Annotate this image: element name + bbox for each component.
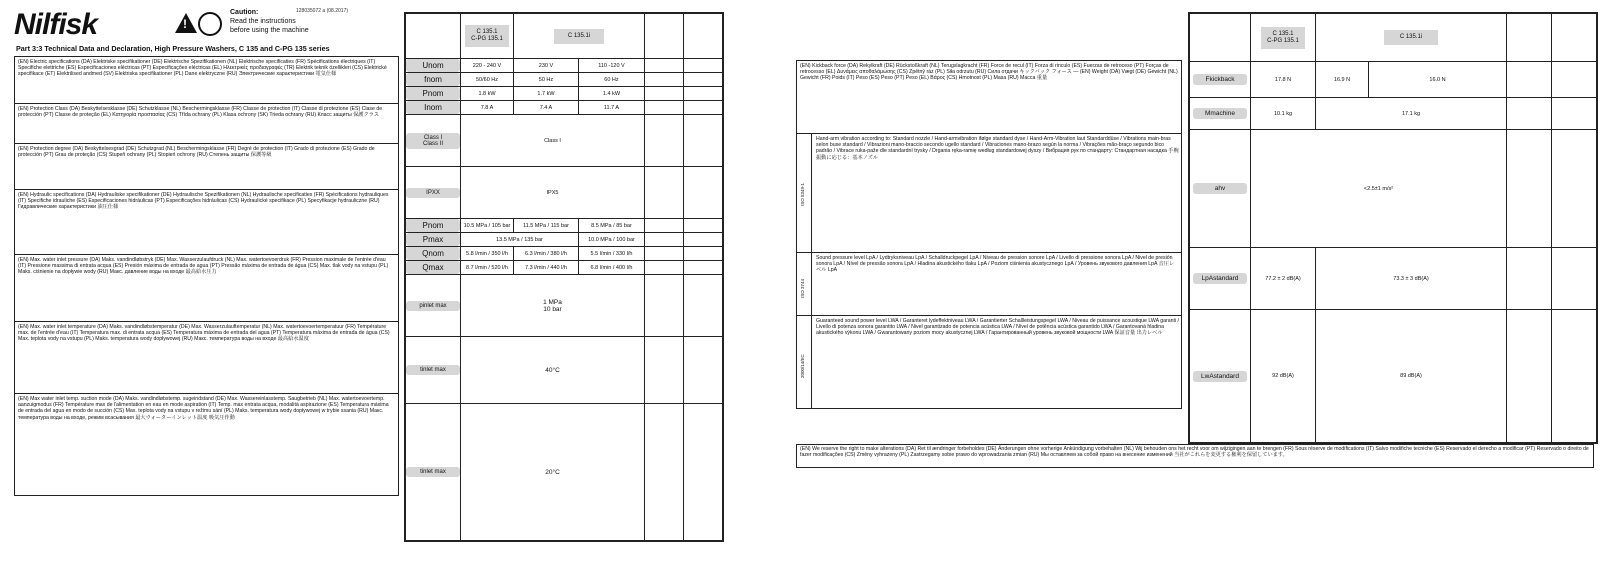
footer-reservation-note: (EN) We reserve the right to make alterations (DA) Ret til ændringer forbeholdes (DE) Änderungen ohne vorherige Ankündigung vorbehalten (NL) Wij behouden ons het recht voor om wijzigingen aan te brengen (FR) Sous réserve de modifications (IT) Salvo modifiche tecniche (ES) Reservado el derecho a modificar (PT) Reservado o direito de fazer modificações (CS) Změny vyhrazeny (PL) Zastrzegamy sobie prawo do wprowadzania zmian (RU) Мы оставляем за собой право на внесение изменений 当社がこれらを変更する権利を保留しています。 <box>796 444 1594 468</box>
grid1-header-2 <box>514 14 645 59</box>
grid1-corner <box>406 14 461 59</box>
cell: 89 dB(A) <box>1316 310 1507 443</box>
symbol-lwa-standard: LwAstandard <box>1193 371 1247 382</box>
symbol-ipxx: IPXX <box>406 188 460 198</box>
grid2-empty-col-a <box>1507 14 1552 62</box>
symbol-f-nom: fnom <box>406 73 460 86</box>
vibration-standard-label: ISO 5349-1 <box>800 182 805 206</box>
section-inlet-temp-suction: (EN) Max water inlet temp. suction mode (DA) Maks. vandindløbstemp. sugeindstand (DE) Max. Wassereinlasstemp. Saugbetrieb (NL) Max. watertoevoertemp. aanzuigmodus (FR) Température max de l'alimentation en eau en mode aspiration (IT) Temp. max entrata acqua, modalità aspirazione (ES) Temperatura máxima de entrada del agua en modo de succión (CS) Max. teplota vody na vstupu v režimu sání (PL) Maks. temperatura wody dopływowej w trybie ssania (RU) Макс. температура воды на входе, режим всасывания 最大ウォーターインレット温度 吸気圧作動 <box>18 396 389 421</box>
cell: 13.5 MPa / 135 bar <box>461 233 579 247</box>
caution-title: Caution: <box>230 9 259 16</box>
cell: 92 dB(A) <box>1251 310 1316 443</box>
grid1-header-1 <box>461 14 514 59</box>
cell: 17.1 kg <box>1316 98 1507 130</box>
symbol-p-max: Pmax <box>406 233 460 246</box>
grid2-header-2 <box>1316 14 1507 62</box>
sound-text: Sound pressure level LpA / Lydtryksniveau LpA / Schalldruckpegel LpA / Niveau de pression sonore LpA / Livello di pressione sonora LpA / Nivel de presión sonora LpA / Nível de pressão sonora LpA / Hladina akustického tlaku LpA / Poziom ciśnienia akustycznego LpA / Уровень звукового давления LpA 音圧レベル LpA <box>816 255 1175 274</box>
symbol-u-nom: Unom <box>406 59 460 72</box>
grid2-header-1 <box>1251 14 1316 62</box>
cell: 6.8 l/min / 400 l/h <box>578 261 644 275</box>
cell: 73.3 ± 3 dB(A) <box>1316 248 1507 310</box>
cell: 5.5 l/min / 330 l/h <box>578 247 644 261</box>
cell: 20°C <box>461 404 645 541</box>
brand-logo: Nilfisk <box>14 8 98 41</box>
symbol-p-nom: Pnom <box>406 87 460 100</box>
cell: 7.3 l/min / 440 l/h <box>514 261 579 275</box>
cell: 10.5 MPa / 105 bar <box>461 219 514 233</box>
symbol-f-kickback: Fkickback <box>1193 74 1247 85</box>
cell: 1 MPa 10 bar <box>461 275 645 337</box>
cell: 16.0 N <box>1369 62 1507 98</box>
symbol-t-inlet-max: tinlet max <box>406 365 460 375</box>
section-sound-pressure <box>796 253 1182 316</box>
cell: 7.8 A <box>461 101 514 115</box>
symbol-a-hv: ahv <box>1193 183 1247 194</box>
section-inlet-pressure: (EN) Max. water inlet pressure (DA) Maks. vandindløbstryk (DE) Max. Wasserzulaufdruck (NL) Max. watertoevoerdruk (FR) Pression maximale de l'entrée d'eau (IT) Pressione massima di entrata acqua (ES) Presión máxima de entrada de agua (PT) Pressão máxima de entrada de água (CS) Max. tlak vody na vstupu (PL) Maks. ciśnienie na dopływie wody (RU) Макс. давление воды на входе 最高給水圧力 <box>15 255 398 322</box>
cell: 17.8 N <box>1251 62 1316 98</box>
spec-grid-kickback-noise <box>1188 12 1598 444</box>
grid1-header-1-label: C 135.1 C-PG 135.1 <box>465 25 509 47</box>
cell: 220 - 240 V <box>461 59 514 73</box>
cell: 11.5 MPa / 115 bar <box>514 219 579 233</box>
grid1-empty-col-b <box>684 14 723 59</box>
symbol-lpa-standard: LpAstandard <box>1193 273 1247 284</box>
section-electric: (EN) Electric specifications (DA) Elektriske specifikationer (DE) Elektrische Spezifikationen (NL) Elektrische specificaties (FR) Spécifications électriques (IT) Specifiche elettriche (ES) Especificaciones eléctricas (PT) Especificações eléctricas (EL) Ηλεκτρικές προδιαγραφές (TR) Elektrik teknik özellikleri (CS) Elektrické specifikace (ET) Elektrilised andmed (SV) Elektriska specifikationer (PL) Dane elektryczne (RU) Электрические характеристики 電気仕様 <box>15 57 398 104</box>
grid2-corner <box>1190 14 1251 62</box>
cell: 10.1 kg <box>1251 98 1316 130</box>
cell: 1.8 kW <box>461 87 514 101</box>
vibration-text: Hand-arm vibration according to: Standard nozzle / Hand-armvibration ifølge standard dyse / Hand-Arm-Vibration laut Standarddüse / Vibrations main-bras selon buse standard / Vibrazioni mano-braccio secondo ugello standard / Vibraciones mano-brazo según la norma / Vibrações mão-braço segundo bico padrão / Vibrace ruka-paže dle standardní trysky / Drgania ręka-ramię według standardowej dyszy / Вибрация рук по стандарту: Стандартная насадка 手腕振動に応じる：基本ノズル <box>816 136 1179 161</box>
middle-spec-labels <box>796 60 1182 409</box>
cell: 60 Hz <box>578 73 644 87</box>
symbol-t-inlet-max-suction: tinlet max <box>406 467 460 477</box>
warning-icon <box>175 13 197 33</box>
left-spec-labels <box>14 56 399 496</box>
symbol-class: Class I Class II <box>406 133 460 149</box>
grid2-empty-col-b <box>1552 14 1597 62</box>
grid1-header-2-label: C 135.1i <box>554 29 604 44</box>
cell: 16.9 N <box>1316 62 1369 98</box>
cell: 10.0 MPa / 100 bar <box>578 233 644 247</box>
section-sound-power <box>796 316 1182 409</box>
power-standard-label: 2000/14/EC <box>800 354 805 378</box>
section-kickback-weight: (EN) Kickback force (DA) Rekylkraft (DE) Rückstoßkraft (NL) Terugslagkracht (FR) Force de recul (IT) Forza di rinculo (ES) Fuerzas de retroceso (PT) Forças de retrocesso (EL) Δυνάμεις αποθαλάμωσης (CS) Zpětný ráz (PL) Siła odrzutu (RU) Сила отдачи キックバック フォース — (EN) Weight (DA) Vægt (DE) Gewicht (NL) Gewicht (FR) Poids (IT) Peso (ES) Peso (PT) Peso (EL) Βάρος (CS) Hmotnost (PL) Masa (RU) Масса 重量 <box>796 60 1182 134</box>
section-hydraulic: (EN) Hydraulic specifications (DA) Hydrauliske specifikationer (DE) Hydraulische Spezifikationen (NL) Hydraulische specificaties (FR) Spécifications hydrauliques (IT) Specifiche idrauliche (ES) Especificaciones hidráulicas (PT) Especificações hidráulicas (CS) Hydraulické specifikace (PL) Specyfikacje hydrauliczne (RU) Гидравлические характеристики 油圧仕様 <box>15 190 398 255</box>
section-protection-class: (EN) Protection Class (DA) Beskyttelsesklasse (DE) Schutzklasse (NL) Beschermingsklasse (FR) Classe de protection (IT) Classe di protezione (ES) Clase de protección (PT) Classe de proteção (EL) Κατηγορία προστασίας (CS) Třída ochrany (PL) Klasa ochrony (SK) Trieda ochrany (RU) Класс защиты 保護クラス <box>15 104 398 144</box>
cell: <2.5±1 m/s² <box>1251 130 1507 248</box>
grid2-header-2-label: C 135.1i <box>1384 30 1438 45</box>
caution-line-2: before using the machine <box>230 27 309 34</box>
symbol-q-nom: Qnom <box>406 247 460 260</box>
cell: 1.4 kW <box>578 87 644 101</box>
cell: 77.2 ± 2 dB(A) <box>1251 248 1316 310</box>
cell: 110 -120 V <box>578 59 644 73</box>
section-inlet-temperature: (EN) Max. water inlet temperature (DA) Maks. vandindløbstemperatur (DE) Max. Wasserzulauftemperatur (NL) Max. watertoevoertemperatuur (FR) Température max. de l'entrée d'eau (IT) Temperatura max. di entrata acqua (ES) Temperatura máxima de entrada del agua (PT) Temperatura máxima de entrada de água (CS) Max. teplota vody na vstupu (PL) Maks. temperatura wody dopływowej (RU) Макс. температура воды на входе 最高給水温度 <box>15 322 398 394</box>
symbol-q-max: Qmax <box>406 261 460 274</box>
cell: 50 Hz <box>514 73 579 87</box>
cell: 8.7 l/min / 520 l/h <box>461 261 514 275</box>
cell: 7.4 A <box>514 101 579 115</box>
cell: 8.5 MPa / 85 bar <box>578 219 644 233</box>
cell: 1.7 kW <box>514 87 579 101</box>
document-number: 128035072 a (08.2017) <box>296 8 348 14</box>
symbol-p-inlet-max: pinlet max <box>406 301 460 311</box>
part-title: Part 3:3 Technical Data and Declaration, High Pressure Washers, C 135 and C-PG 135 series <box>16 44 330 53</box>
section-vibration <box>796 134 1182 253</box>
cell: 5.8 l/min / 350 l/h <box>461 247 514 261</box>
grid1-empty-col-a <box>645 14 684 59</box>
cell: 6.3 l/min / 380 l/h <box>514 247 579 261</box>
caution-line-1: Read the instructions <box>230 18 296 25</box>
grid2-header-1-label: C 135.1 C-PG 135.1 <box>1261 27 1305 49</box>
cell: 230 V <box>514 59 579 73</box>
cell: Class I <box>461 115 645 167</box>
section-protection-degree: (EN) Protection degree (DA) Beskyttelsesgrad (DE) Schutzgrad (NL) Beschermingsklasse (FR) Degré de protection (IT) Grado di protezione (ES) Grado de protección (PT) Grau de proteção (CS) Stupeň ochrany (PL) Stopień ochrony (RU) Степень защиты 保護等級 <box>15 144 398 190</box>
symbol-m-machine: Mmachine <box>1193 108 1247 119</box>
manual-book-icon <box>198 12 222 36</box>
cell: IPX5 <box>461 167 645 219</box>
spec-grid-electric-hydraulic <box>404 12 724 542</box>
sound-standard-label: ISO 3744 <box>800 278 805 298</box>
symbol-p-nom-hydraulic: Pnom <box>406 219 460 232</box>
power-text: Guaranteed sound power level LWA / Garanteret lydeffektniveau LWA / Garantierter Schallleistungspegel LWA / Niveau de puissance acoustique LWA garanti / Livello di potenza sonora garantito LWA / Nivel garantizado de potencia acústica LWA / Nível de potência acústica garantido LWA / Garantovaná hladina akustického výkonu LWA / Gwarantowany poziom mocy akustycznej LWA / Гарантированный уровень звуковой мощности LWA 保証音量 出力レベル <box>816 318 1179 337</box>
cell: 50/60 Hz <box>461 73 514 87</box>
cell: 40°C <box>461 337 645 404</box>
cell: 11.7 A <box>578 101 644 115</box>
symbol-i-nom: Inom <box>406 101 460 114</box>
